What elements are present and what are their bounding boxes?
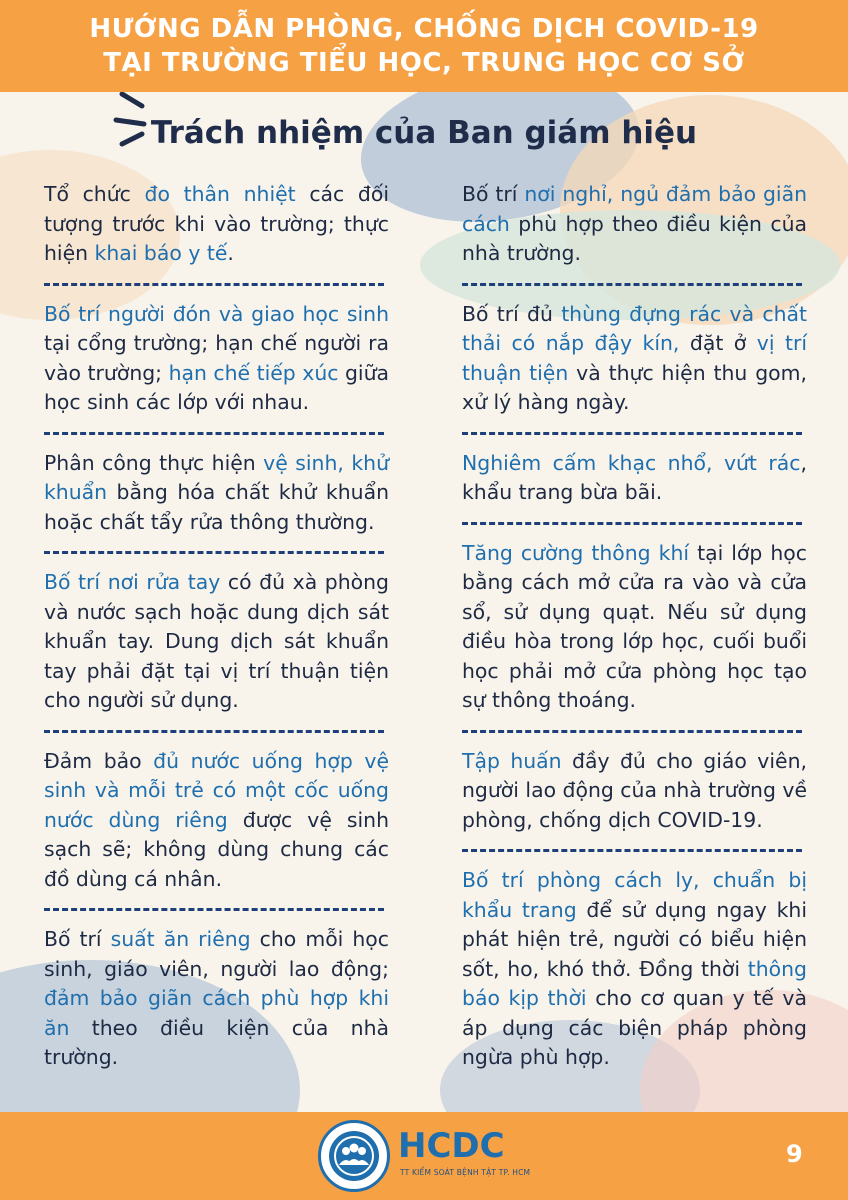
highlighted-text: vị trí thuận tiện (462, 331, 807, 385)
body-text: Bố trí đủ (462, 301, 562, 326)
highlighted-text: suất ăn riêng (110, 927, 251, 951)
body-text: đầy đủ cho giáo viên, người lao động của nhà trường về phòng, chống dịch COVID-19. (462, 748, 807, 832)
guideline-item (462, 300, 807, 418)
guideline-item (44, 300, 389, 418)
body-text: theo điều kiện của nhà trường. (44, 1015, 389, 1069)
highlighted-text: đủ nước uống hợp vệ sinh và mỗi trẻ có một cốc uống nước dùng riêng (44, 748, 389, 832)
highlighted-text: đảm bảo giãn cách phù hợp khi ăn (44, 986, 389, 1040)
highlighted-text: Bố trí phòng cách ly, chuẩn bị khẩu trang (462, 868, 807, 922)
guideline-item (44, 568, 389, 716)
body-text: cho cơ quan y tế và áp dụng các biện pháp phòng ngừa phù hợp. (462, 986, 807, 1069)
guideline-item (462, 539, 807, 716)
logo-wordmark: HCDC (398, 1126, 505, 1166)
highlighted-text: đo thân nhiệt (144, 182, 296, 206)
guideline-item (44, 925, 389, 1073)
dashed-separator (462, 283, 802, 286)
dashed-separator (44, 283, 384, 286)
body-text: giữa học sinh các lớp với nhau. (44, 360, 389, 414)
left-column (44, 180, 389, 1073)
body-text: có đủ xà phòng và nước sạch hoặc dung dịch sát khuẩn tay. Dung dịch sát khuẩn tay phải đặt tại vị trí thuận tiện cho người sử dụng. (44, 570, 389, 712)
highlighted-text: Nghiêm cấm khạc nhổ, vứt rác (462, 450, 801, 475)
guideline-item (44, 747, 389, 895)
guideline-item (44, 449, 389, 538)
guideline-item (462, 747, 807, 836)
guideline-item (44, 180, 389, 269)
body-text: tại cổng trường; hạn chế người ra vào trường; (44, 331, 389, 385)
body-text: và thực hiện thu gom, xử lý hàng ngày. (462, 360, 807, 414)
body-text: được vệ sinh sạch sẽ; không dùng chung các đồ dùng cá nhân. (44, 807, 389, 891)
highlighted-text: nơi nghỉ, ngủ đảm bảo giãn cách (462, 182, 807, 236)
logo-subtext: TT KIỂM SOÁT BỆNH TẬT TP. HCM (400, 1168, 531, 1177)
body-text: Tổ chức (44, 182, 145, 206)
dashed-separator (44, 730, 384, 733)
highlighted-text: thông báo kịp thời (462, 956, 807, 1010)
dashed-separator (462, 730, 802, 733)
guideline-item (462, 180, 807, 269)
highlighted-text: khai báo y tế (94, 241, 228, 265)
header-title-line-2: TẠI TRƯỜNG TIỂU HỌC, TRUNG HỌC CƠ SỞ (103, 48, 745, 78)
hcdc-logo-icon (318, 1120, 390, 1192)
guideline-item (462, 866, 807, 1073)
body-text: Phân công thực hiện (44, 450, 264, 475)
dashed-separator (462, 432, 802, 435)
highlighted-text: Bố trí người đón và giao học sinh (44, 301, 389, 326)
header-title-line-1: HƯỚNG DẪN PHÒNG, CHỐNG DỊCH COVID-19 (89, 14, 759, 44)
body-text: cho mỗi học sinh, giáo viên, người lao động; (44, 927, 389, 981)
footer-banner (0, 1112, 848, 1200)
body-text: Bố trí (44, 927, 111, 951)
dashed-separator (44, 908, 384, 911)
page-number: 9 (786, 1140, 803, 1168)
body-text: phù hợp theo điều kiện của nhà trường. (462, 211, 807, 265)
highlighted-text: Tập huấn (462, 748, 562, 773)
highlighted-text: vệ sinh, khử khuẩn (44, 450, 389, 504)
highlighted-text: Bố trí nơi rửa tay (44, 570, 221, 594)
body-text: . (227, 241, 234, 265)
body-text: để sử dụng ngay khi phát hiện trẻ, người có biểu hiện sốt, ho, khó thở. Đồng thời (462, 897, 807, 981)
body-text: tại lớp học bằng cách mở cửa ra vào và cửa sổ, sử dụng quạt. Nếu sử dụng điều hòa trong lớp học, cuối buổi học phải mở cửa phòng học tạo sự thông thoáng. (462, 540, 807, 712)
body-text: Đảm bảo (44, 748, 154, 773)
highlighted-text: hạn chế tiếp xúc (168, 360, 339, 385)
dashed-separator (462, 522, 802, 525)
right-column (462, 180, 807, 1073)
body-text: Bố trí (462, 182, 525, 206)
section-title: Trách nhiệm của Ban giám hiệu (150, 115, 698, 151)
header-banner (0, 0, 848, 92)
dashed-separator (44, 551, 384, 554)
highlighted-text: Tăng cường thông khí (462, 540, 690, 565)
guideline-item (462, 449, 807, 508)
dashed-separator (462, 849, 802, 852)
body-text: bằng hóa chất khử khuẩn hoặc chất tẩy rửa thông thường. (44, 480, 389, 534)
body-text: các đối tượng trước khi vào trường; thực hiện (44, 182, 389, 265)
section-title-wrap (0, 108, 848, 160)
highlighted-text: thùng đựng rác và chất thải có nắp đậy kín, (462, 301, 807, 355)
body-text: đặt ở (679, 331, 757, 355)
body-text: , khẩu trang bừa bãi. (462, 450, 807, 504)
dashed-separator (44, 432, 384, 435)
